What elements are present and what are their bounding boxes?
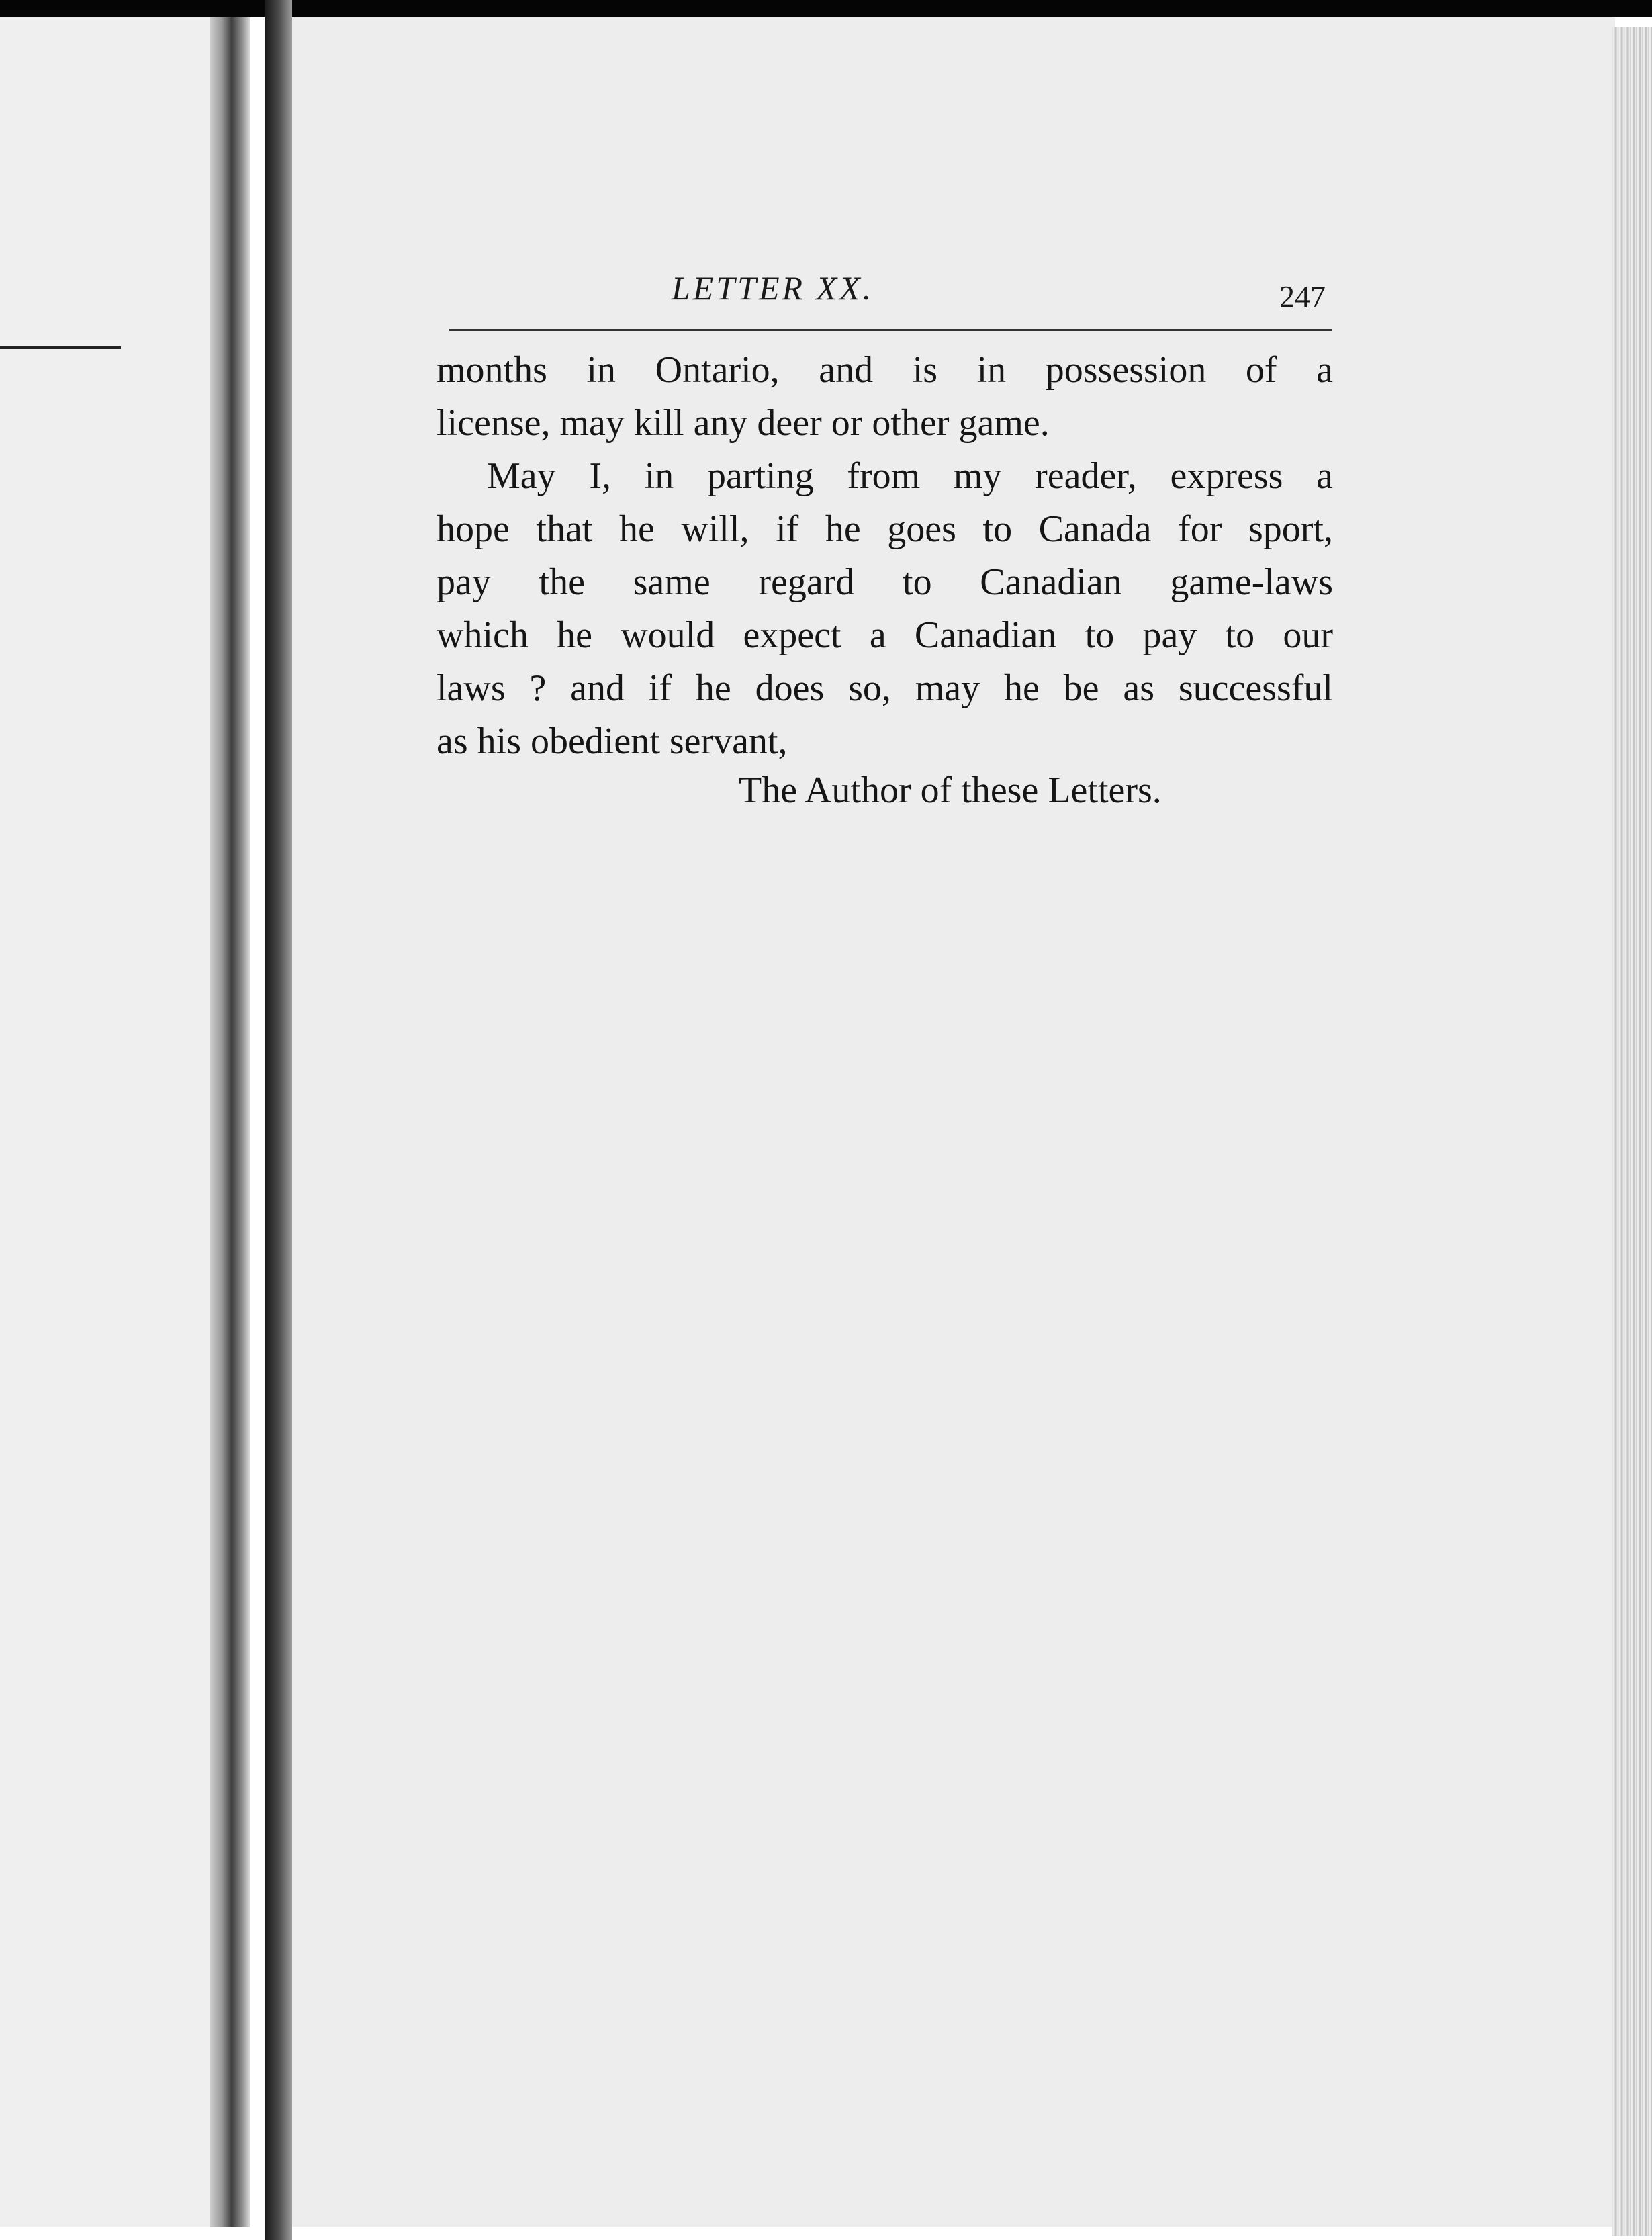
text-line: hope that he will, if he goes to Canada for sport,: [437, 508, 1333, 550]
text-line: May I, in parting from my reader, express a: [487, 455, 1333, 497]
running-head: LETTER XX.: [672, 269, 874, 307]
scan-top-border: [0, 0, 1652, 17]
book-gutter: [210, 17, 250, 2227]
header-rule: [449, 329, 1332, 331]
previous-page-fragment: [0, 17, 222, 2227]
previous-page-rule: [0, 346, 121, 349]
page-stack-edge: [1612, 27, 1652, 2236]
text-line: pay the same regard to Canadian game-laws: [437, 561, 1333, 603]
page-number: 247: [1279, 279, 1326, 314]
text-line: license, may kill any deer or other game.: [437, 402, 1050, 444]
text-line: laws ? and if he does so, may he be as successful: [437, 667, 1333, 709]
book-spine-shadow: [265, 0, 292, 2240]
signature-line: The Author of these Letters.: [739, 769, 1162, 811]
body-text: [437, 344, 1333, 768]
text-line: as his obedient servant,: [437, 720, 788, 762]
text-line: which he would expect a Canadian to pay to our: [437, 614, 1333, 656]
text-line: months in Ontario, and is in possession of a: [437, 349, 1333, 391]
